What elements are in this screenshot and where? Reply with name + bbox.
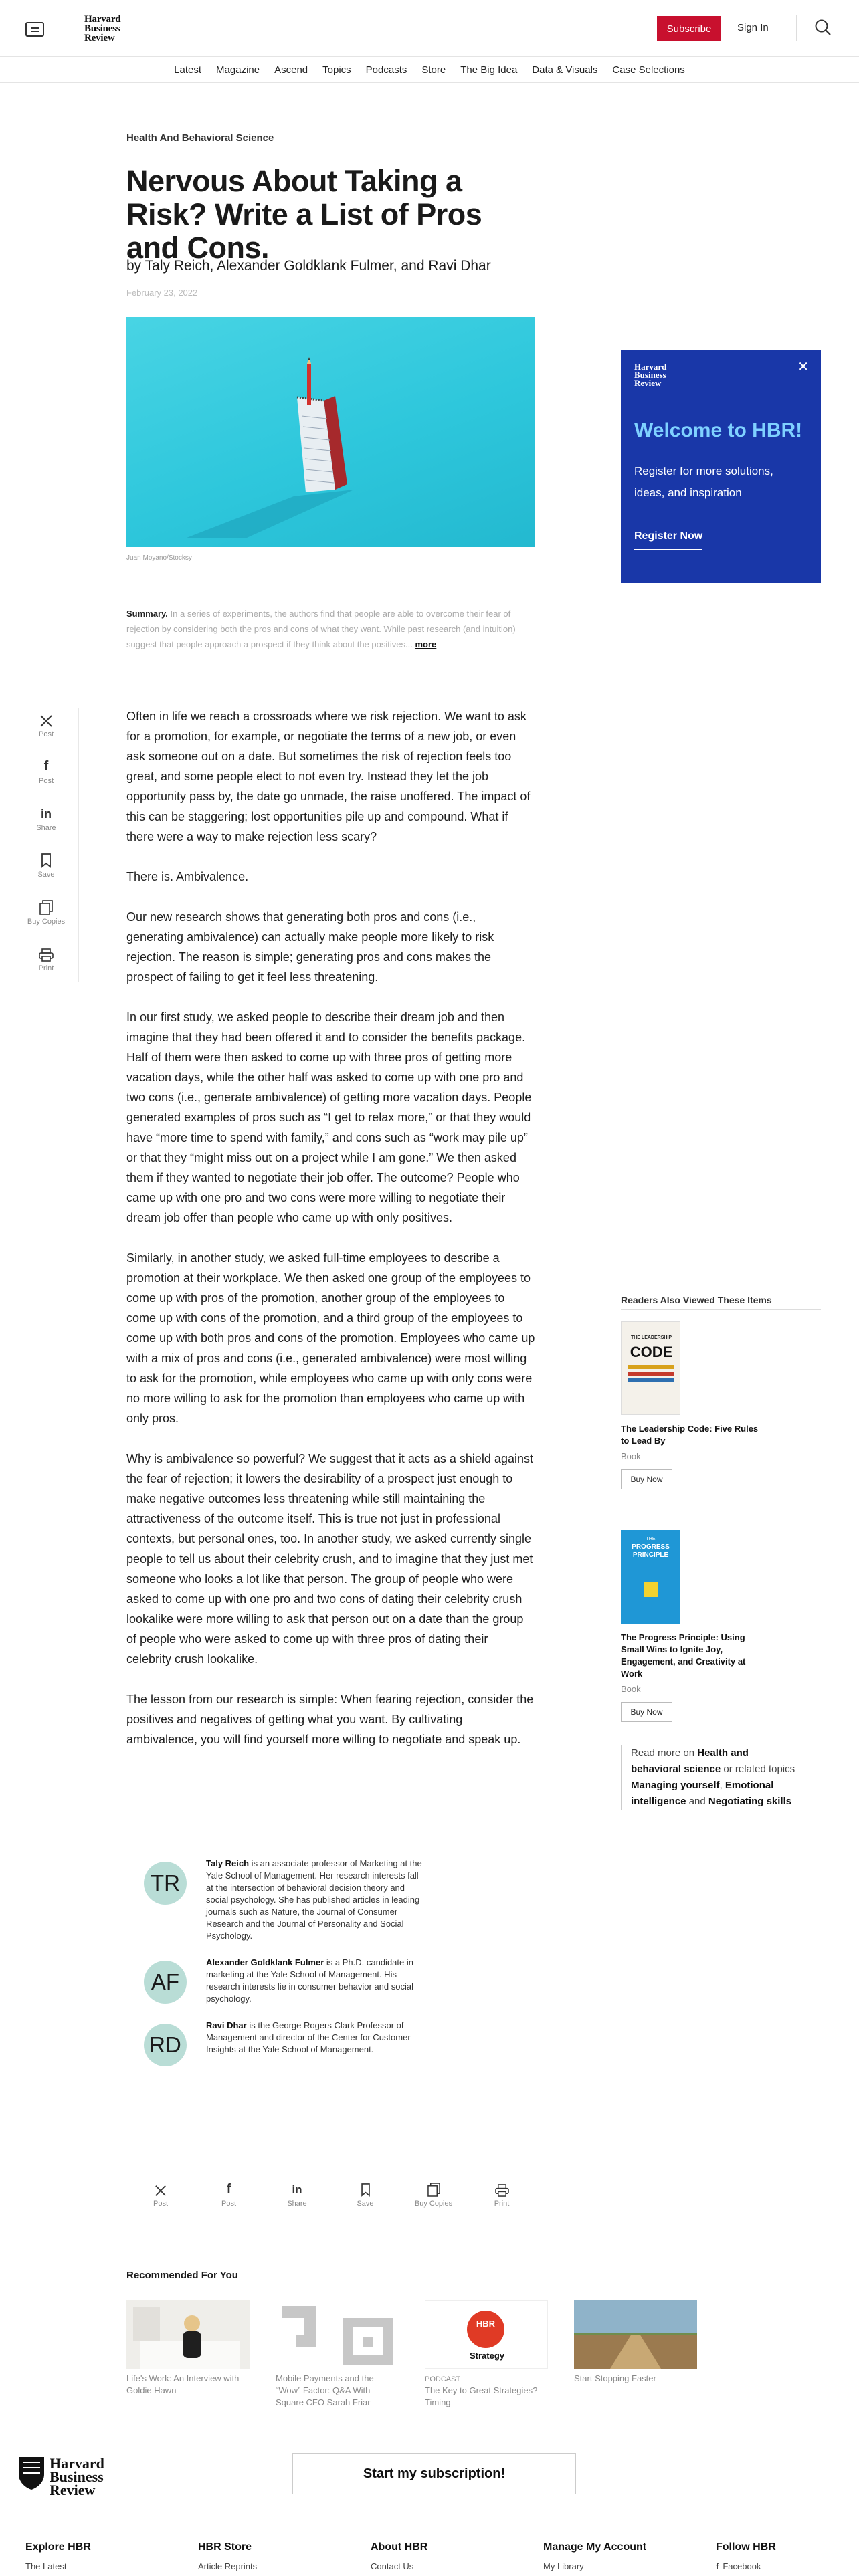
- recommended-thumbnail: [574, 2300, 697, 2369]
- share-bar-bottom: [126, 2171, 536, 2216]
- body-paragraph: The lesson from our research is simple: When fearing rejection, consider the positives and negatives of getting what you want. By cultivating ambivalence, you will find yourself more willing to negotiate and speak up.: [126, 1693, 534, 1746]
- footer-column: [25, 2541, 198, 2571]
- hero-image: [126, 317, 535, 547]
- print-button[interactable]: [472, 2179, 532, 2208]
- image-credit: Juan Moyano/Stocksy: [126, 554, 192, 562]
- print-icon: [495, 2184, 509, 2197]
- body-paragraph: Often in life we reach a crossroads where we risk rejection. We want to ask for a promotion, for example, or negotiate the terms of a new job, or even ask someone out on a date. But sometimes the risk of rejection feels too great, and some people elect to not even try. Instead they let the job opportunity pass by, the date go unmade, the raise unoffered. The impact of this can be staggering; lost opportunities pile up and compound. What if there were a way to make rejection less scary?: [126, 710, 531, 843]
- search-icon[interactable]: [814, 19, 832, 36]
- notepad-illustration: [126, 317, 535, 547]
- footer-column-title: HBR Store: [198, 2541, 252, 2553]
- share-label: Post: [153, 2199, 168, 2208]
- print-label: Print: [494, 2199, 510, 2208]
- buy-copies-label: Buy Copies: [414, 2199, 453, 2208]
- article-body: [126, 706, 536, 1769]
- copy-icon: [39, 900, 53, 915]
- recommended-thumbnail: [276, 2300, 399, 2369]
- share-label: Post: [221, 2199, 236, 2208]
- nav-item-latest[interactable]: Latest: [174, 64, 202, 76]
- facebook-icon: f: [226, 2182, 231, 2196]
- topic-link[interactable]: Negotiating skills: [708, 1796, 792, 1807]
- recommended-title: Mobile Payments and the “Wow” Factor: Q&A With Square CFO Sarah Friar: [276, 2373, 374, 2407]
- menu-icon[interactable]: [25, 22, 44, 37]
- recommended-thumbnail: [425, 2300, 548, 2369]
- footer-column-title: Follow HBR: [716, 2541, 776, 2553]
- promo-headline: Welcome to HBR!: [634, 419, 803, 441]
- nav-item-data-visuals[interactable]: Data & Visuals: [532, 64, 598, 76]
- author-card: [144, 1957, 425, 2005]
- x-icon: [39, 714, 53, 728]
- nav-item-magazine[interactable]: Magazine: [216, 64, 260, 76]
- footer-link[interactable]: My Library: [543, 2561, 584, 2571]
- avatar: AF: [144, 1961, 187, 2004]
- share-label: Share: [36, 824, 56, 832]
- nav-item-store[interactable]: Store: [421, 64, 446, 76]
- nav-item-podcasts[interactable]: Podcasts: [365, 64, 407, 76]
- author-name[interactable]: Ravi Dhar: [206, 2020, 247, 2030]
- facebook-icon: f: [716, 2561, 719, 2571]
- buy-copies-label: Buy Copies: [27, 918, 66, 926]
- topic-link[interactable]: Health and behavioral science: [631, 1747, 749, 1775]
- footer-link[interactable]: Article Reprints: [198, 2561, 258, 2571]
- share-label: Post: [38, 730, 54, 738]
- footer-column-title: Explore HBR: [25, 2541, 91, 2553]
- hbr-logo[interactable]: Harvard Business Review: [84, 14, 121, 43]
- x-icon: [155, 2185, 167, 2197]
- facebook-icon: f: [43, 759, 49, 774]
- recommended-item[interactable]: [574, 2300, 697, 2409]
- article-byline: by Taly Reich, Alexander Goldklank Fulmer, and Ravi Dhar: [126, 258, 491, 274]
- body-paragraph: Why is ambivalence so powerful? We suggest that it acts as a shield against the fear of rejection; it lowers the desirability of a prospect just enough to make negative outcomes less threatening while still maintaining the attractiveness of the outcome itself. This is true not just in professional contexts, but personal ones, too. In another study, we asked currently single people to tell us about their celebrity crush, and to imagine that they just met someone who looks a lot like that person. The group of people who were asked to come up with one pro and two cons of dating their celebrity crush lookalike were more willing to ask that person out on a date than the group of people who were asked to come up with three pros of dating their celebrity crush lookalike.: [126, 1452, 533, 1666]
- author-bios: [144, 1858, 425, 2081]
- recommended-heading: Recommended For You: [126, 2270, 238, 2281]
- start-subscription-button[interactable]: Start my subscription!: [292, 2453, 576, 2494]
- nav-item-the-big-idea[interactable]: The Big Idea: [460, 64, 518, 76]
- author-name[interactable]: Alexander Goldklank Fulmer: [206, 1957, 324, 1967]
- product-card: [621, 1321, 768, 1489]
- share-label: Post: [38, 777, 54, 785]
- subscribe-button[interactable]: Subscribe: [657, 16, 721, 41]
- book-cover[interactable]: THE PROGRESS PRINCIPLE: [621, 1530, 680, 1624]
- save-label: Save: [357, 2199, 374, 2208]
- nav-item-case-selections[interactable]: Case Selections: [612, 64, 685, 76]
- recommended-title: Start Stopping Faster: [574, 2373, 656, 2383]
- save-button[interactable]: [27, 848, 66, 895]
- author-card: [144, 2020, 425, 2066]
- footer-link[interactable]: Contact Us: [371, 2561, 414, 2571]
- share-linkedin-button[interactable]: [27, 801, 66, 848]
- article-topic[interactable]: Health And Behavioral Science: [126, 132, 274, 144]
- welcome-promo: [621, 350, 821, 583]
- footer-link[interactable]: The Latest: [25, 2561, 67, 2571]
- share-facebook-button[interactable]: [199, 2179, 259, 2208]
- share-facebook-button[interactable]: [27, 754, 66, 801]
- podcast-show-name: Strategy: [469, 2351, 505, 2361]
- footer-columns: [25, 2541, 842, 2571]
- shield-icon: [17, 2456, 45, 2490]
- linkedin-icon: in: [41, 807, 52, 821]
- summary-text: In a series of experiments, the authors find that people are able to overcome their fear of rejection by considering both the pros and cons of what they want. While past research (and intuition) suggest that people approach a prospect if they think about the positives...: [126, 609, 516, 649]
- footer-column-title: About HBR: [371, 2541, 428, 2553]
- footer-column: [198, 2541, 371, 2571]
- topic-link[interactable]: Managing yourself: [631, 1780, 720, 1791]
- article-date: February 23, 2022: [126, 288, 198, 298]
- recommended-item[interactable]: [276, 2300, 399, 2409]
- avatar: TR: [144, 1862, 187, 1905]
- bookmark-icon: [41, 853, 52, 868]
- article-summary: [126, 606, 535, 652]
- buy-now-button[interactable]: Buy Now: [621, 1469, 672, 1489]
- footer-column: [371, 2541, 543, 2571]
- product-title[interactable]: The Leadership Code: Five Rules to Lead By: [621, 1424, 759, 1446]
- main-nav: [0, 58, 859, 83]
- close-icon[interactable]: ✕: [797, 360, 809, 374]
- article-title: Nervous About Taking a Risk? Write a List of Pros and Cons.: [126, 164, 482, 265]
- buy-copies-button[interactable]: [27, 895, 66, 942]
- recommended-title: The Key to Great Strategies? Timing: [425, 2385, 538, 2407]
- bookmark-icon: [361, 2183, 371, 2197]
- share-rail: [27, 708, 66, 988]
- body-paragraph: Our new research shows that generating both pros and cons (i.e., generating ambivalence) can actually make people more likely to risk rejection. The reason is simple; generating pros and cons makes the prospect of failing to get it feel less threatening.: [126, 910, 494, 984]
- topic-link[interactable]: Emotional intelligence: [631, 1780, 774, 1807]
- save-button[interactable]: [335, 2179, 395, 2208]
- readers-also-viewed-heading: Readers Also Viewed These Items: [621, 1295, 821, 1310]
- sign-in-link[interactable]: Sign In: [737, 22, 769, 33]
- share-label: Share: [287, 2199, 307, 2208]
- share-x-button[interactable]: [130, 2179, 191, 2208]
- save-label: Save: [37, 871, 55, 879]
- author-card: [144, 1858, 425, 1942]
- copy-icon: [427, 2183, 440, 2197]
- related-topics: Read more on Health and behavioral science or related topics Managing yourself, Emotional intelligence and Negotiating skills: [621, 1745, 801, 1810]
- podcast-badge: HBR: [476, 2319, 496, 2329]
- promo-logo: Harvard Business Review: [634, 362, 667, 388]
- product-type: Book: [621, 1451, 641, 1461]
- recommended-item[interactable]: [425, 2300, 548, 2409]
- nav-item-topics[interactable]: Topics: [322, 64, 351, 76]
- author-bio: Alexander Goldklank Fulmer is a Ph.D. candidate in marketing at the Yale School of Management. His research interests lie in consumer behavior and social psychology.: [206, 1957, 413, 2004]
- print-icon: [39, 948, 54, 962]
- footer-column: [543, 2541, 716, 2571]
- top-header: [0, 0, 859, 57]
- register-now-button[interactable]: Register Now: [634, 530, 702, 550]
- author-bio: Taly Reich is an associate professor of Marketing at the Yale School of Management. Her research interests fall at the intersection of behavioral decision theory and social psychology. She has published articles in leading journals such as Nature, the Journal of Consumer Research and the Journal of Personality and Social Psychology.: [206, 1858, 422, 1941]
- footer-link[interactable]: f Facebook: [716, 2561, 761, 2571]
- recommended-item[interactable]: [126, 2300, 250, 2409]
- footer-logo[interactable]: Harvard Business Review: [50, 2455, 104, 2498]
- research-link[interactable]: research: [175, 910, 223, 924]
- header-divider: [796, 15, 797, 41]
- product-type: Book: [621, 1684, 641, 1694]
- buy-copies-button[interactable]: [403, 2179, 464, 2208]
- recommended-thumbnail: [126, 2300, 250, 2369]
- share-x-button[interactable]: [27, 708, 66, 754]
- footer-column-title: Manage My Account: [543, 2541, 647, 2553]
- body-paragraph: There is. Ambivalence.: [126, 870, 249, 883]
- author-bio: Ravi Dhar is the George Rogers Clark Professor of Management and director of the Center for Customer Insights at the Yale School of Management.: [206, 2020, 411, 2054]
- buy-now-button[interactable]: Buy Now: [621, 1702, 672, 1722]
- avatar: RD: [144, 2024, 187, 2066]
- product-title[interactable]: The Progress Principle: Using Small Wins to Ignite Joy, Engagement, and Creativity at Work: [621, 1632, 746, 1679]
- product-card: [621, 1530, 768, 1722]
- study-link[interactable]: study: [234, 1251, 263, 1265]
- recommended-list: [126, 2300, 702, 2409]
- recommended-kicker: PODCAST: [425, 2375, 461, 2383]
- promo-body: Register for more solutions, ideas, and inspiration: [634, 465, 773, 499]
- book-cover[interactable]: THE LEADERSHIP CODE: [621, 1321, 680, 1415]
- body-paragraph: In our first study, we asked people to describe their dream job and then imagine that they had been offered it and to consider the benefits package. Half of them were then asked to come up with three pros of getting more vacation days, while the other half was asked to come up with one pro and two cons (i.e., generate ambivalence) of getting more vacation days. People generated examples of pros such as “I get to relax more,” or that they would have “more time to spend with family,” and cons such as “work may pile up” or that they “might miss out on a project while I am gone.” We then asked them if they wanted to negotiate their job offer. The outcome? People who came up with one pro and two cons were more willing to negotiate their dream job offer than people who came up with only positives.: [126, 1010, 532, 1224]
- nav-item-ascend[interactable]: Ascend: [274, 64, 308, 76]
- rail-divider: [78, 708, 79, 982]
- body-paragraph: Similarly, in another study, we asked full-time employees to describe a promotion at their workplace. We then asked one group of the employees to come up with pros of the promotion, another group of the employees to come up with cons of the promotion, and a third group of the employees to come up with both pros and cons of the promotion. Employees who came up with a mix of pros and cons (i.e., generated ambivalence) were most willing to ask for the promotion, while employees who came up with only cons were no more willing to ask for the promotion than employees who came up with only pros.: [126, 1251, 535, 1425]
- linkedin-icon: in: [292, 2183, 302, 2196]
- summary-more-link[interactable]: more: [415, 639, 437, 649]
- summary-label: Summary.: [126, 609, 168, 619]
- print-button[interactable]: [27, 942, 66, 988]
- author-name[interactable]: Taly Reich: [206, 1858, 250, 1868]
- recommended-title: Life's Work: An Interview with Goldie Hawn: [126, 2373, 240, 2395]
- footer-column: [716, 2541, 836, 2571]
- print-label: Print: [38, 964, 54, 972]
- share-linkedin-button[interactable]: [267, 2179, 327, 2208]
